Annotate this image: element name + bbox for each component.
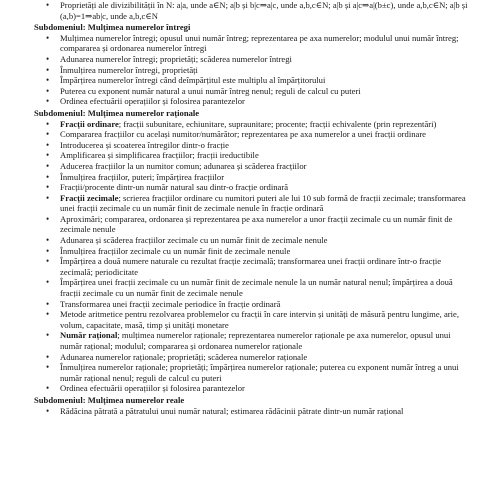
list-item xyxy=(44,172,470,183)
list-item xyxy=(44,140,470,151)
section xyxy=(34,107,470,394)
list-item xyxy=(44,0,470,21)
list-item xyxy=(44,161,470,172)
item-text: Transformarea unei fracții zecimale periodice în fracție ordinară xyxy=(60,298,281,309)
bullet-list xyxy=(44,119,470,394)
section-title: Subdomeniul: Mulțimea numerelor reale xyxy=(34,394,185,405)
bullet-icon: • xyxy=(46,129,50,140)
list-item xyxy=(44,330,470,351)
list-item xyxy=(44,54,470,65)
item-text: Înmulțirea numerelor raționale; proprietăți; împărțirea numerelor raționale; puterea cu exponent număr întreg a unui număr rațional nenul; reguli de calcul cu puteri xyxy=(60,362,459,383)
section xyxy=(44,0,470,21)
bullet-icon: • xyxy=(46,330,50,341)
list-item xyxy=(44,406,470,417)
item-text: Introducerea și scoaterea întregilor dintr-o fracție xyxy=(60,139,229,150)
item-text: Înmulțirea fracțiilor, puteri; împărțirea fracțiilor xyxy=(60,171,225,182)
item-text: Înmulțirea numerelor întregi, proprietăți xyxy=(60,64,198,75)
item-text: Aducerea fracțiilor la un numitor comun; adunarea și scăderea fracțiilor xyxy=(60,160,307,171)
bullet-icon: • xyxy=(46,171,50,182)
bullet-list xyxy=(44,406,470,417)
bullet-icon: • xyxy=(46,309,50,320)
list-item xyxy=(44,129,470,140)
item-text: ; scrierea fracțiilor ordinare cu numitori puteri ale lui 10 sub formă de fracții zecimale; transformarea unei fracții zecimale cu un număr finit de zecimale nenule în fracție ordinară xyxy=(60,192,466,214)
section-title: Subdomeniul: Mulțimea numerelor raționale xyxy=(34,107,200,118)
bullet-icon: • xyxy=(46,75,50,86)
list-item xyxy=(44,299,470,310)
item-text: Puterea cu exponent număr natural a unui număr întreg nenul; reguli de calcul cu puteri xyxy=(60,85,361,96)
bullet-icon: • xyxy=(46,118,50,129)
item-text: Adunarea și scăderea fracțiilor zecimale cu un număr finit de zecimale nenule xyxy=(60,235,328,246)
bullet-icon: • xyxy=(46,405,50,416)
item-text: ; mulțimea numerelor raționale; reprezentarea numerelor raționale pe axa numerelor, opusul unui număr rațional; modulul; compararea și ordonarea numerelor raționale xyxy=(60,330,451,351)
list-item xyxy=(44,309,470,330)
item-text: Amplificarea și simplificarea fracțiilor; fracții ireductibile xyxy=(60,150,259,161)
item-text: ; fracții subunitare, echiunitare, supraunitare; procente; fracții echivalente (prin reprezentări) xyxy=(118,118,437,129)
item-text: Mulțimea numerelor întregi; opusul unui număr întreg; reprezentarea pe axa numerelor; modulul unui număr întreg; compararea și ordonarea numerelor întregi xyxy=(60,32,459,54)
item-text: Metode aritmetice pentru rezolvarea problemelor cu fracții în care intervin și unități de măsură pentru lungime, arie, volum, capacitate, masă, timp și unități monetare xyxy=(60,309,459,330)
bullet-icon: • xyxy=(46,383,50,394)
bullet-icon: • xyxy=(46,64,50,75)
item-text: Ordinea efectuării operațiilor și folosirea parantezelor xyxy=(60,383,245,394)
list-item xyxy=(44,193,470,214)
list-item xyxy=(44,214,470,235)
item-text: Înmulțirea fracțiilor zecimale cu un număr finit de zecimale nenule xyxy=(60,245,291,256)
list-item xyxy=(44,362,470,383)
item-text: Adunarea numerelor raționale; proprietăți; scăderea numerelor raționale xyxy=(60,351,308,362)
section-title: Subdomeniul: Mulțimea numerelor întregi xyxy=(34,22,191,33)
item-lead: Fracții zecimale xyxy=(60,192,119,203)
bullet-icon: • xyxy=(46,182,50,193)
list-item xyxy=(44,86,470,97)
section xyxy=(34,22,470,107)
list-item xyxy=(44,352,470,363)
item-text: Adunarea numerelor întregi; proprietăți; scăderea numerelor întregi xyxy=(60,53,292,64)
item-text: Aproximări; compararea, ordonarea și reprezentarea pe axa numerelor a unor fracții zecimale cu un număr finit de zecimale nenule xyxy=(60,213,453,235)
bullet-icon: • xyxy=(46,277,50,288)
section xyxy=(34,394,470,416)
list-item xyxy=(44,65,470,76)
bullet-icon: • xyxy=(46,213,50,224)
list-item xyxy=(44,150,470,161)
list-item xyxy=(44,277,470,298)
list-item xyxy=(44,383,470,394)
bullet-icon: • xyxy=(46,139,50,150)
bullet-icon: • xyxy=(46,150,50,161)
bullet-icon: • xyxy=(46,160,50,171)
item-lead: Număr rațional xyxy=(60,330,118,341)
bullet-icon: • xyxy=(46,85,50,96)
bullet-icon: • xyxy=(46,96,50,107)
list-item xyxy=(44,235,470,246)
item-text: Împărțirea a două numere naturale cu rezultat fracție zecimală; transformarea unei fracții ordinare într-o fracție zecimală; periodicitate xyxy=(60,256,442,277)
bullet-icon: • xyxy=(46,351,50,362)
item-text: Împărțirea unei fracții zecimale cu un număr finit de zecimale nenule la un număr natural nenul; împărțirea a două fracții zecimale cu un număr finit de zecimale nenule xyxy=(60,277,453,299)
bullet-icon: • xyxy=(46,0,50,10)
list-item xyxy=(44,75,470,86)
list-item xyxy=(44,33,470,54)
bullet-icon: • xyxy=(46,298,50,309)
bullet-icon: • xyxy=(46,245,50,256)
bullet-list xyxy=(44,0,470,21)
bullet-icon: • xyxy=(46,235,50,246)
item-text: Proprietăți ale divizibilității în N: a|a, unde a∈N; a|b și b|c⇒a|c, unde a,b,c∈N; a|b și a|c⇒a|(b±c), unde a,b,c∈N; a|b și (a,b)=1⇒ab|c, unde a,b,c∈N xyxy=(60,0,468,21)
item-lead: Fracții ordinare xyxy=(60,118,119,129)
list-item xyxy=(44,182,470,193)
bullet-icon: • xyxy=(46,256,50,267)
list-item xyxy=(44,246,470,257)
list-item xyxy=(44,96,470,107)
item-text: Rădăcina pătrată a pătratului unui număr natural; estimarea rădăcinii pătrate dintr-un număr rațional xyxy=(60,405,404,416)
item-text: Compararea fracțiilor cu același numitor/numărător; reprezentarea pe axa numerelor a unei fracții ordinare xyxy=(60,129,426,140)
bullet-icon: • xyxy=(46,362,50,373)
list-item xyxy=(44,256,470,277)
item-text: Împărțirea numerelor întregi când deîmpărțitul este multiplu al împărțitorului xyxy=(60,75,326,86)
bullet-icon: • xyxy=(46,32,50,43)
list-item xyxy=(44,119,470,130)
bullet-list xyxy=(44,33,470,107)
item-text: Fracții/procente dintr-un număr natural sau dintr-o fracție ordinară xyxy=(60,182,289,193)
bullet-icon: • xyxy=(46,192,50,203)
item-text: Ordinea efectuării operațiilor și folosirea parantezelor xyxy=(60,96,245,107)
bullet-icon: • xyxy=(46,53,50,64)
